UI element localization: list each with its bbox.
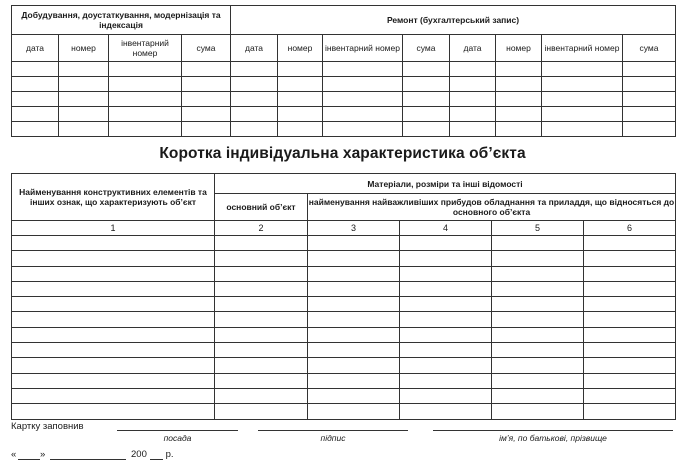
table-cell[interactable] <box>584 327 676 342</box>
table-cell[interactable] <box>231 77 278 92</box>
subheader-row <box>12 35 676 62</box>
table-cell[interactable] <box>492 297 584 312</box>
table-cell[interactable] <box>400 236 492 251</box>
table-cell[interactable] <box>400 266 492 281</box>
column-header: номер <box>496 35 542 62</box>
column-number: 3 <box>308 221 400 236</box>
table-cell[interactable] <box>403 62 450 77</box>
table-cell[interactable] <box>12 107 59 122</box>
date-year-prefix: 200 <box>131 449 147 460</box>
table-row <box>12 297 676 312</box>
top-table-body <box>12 62 676 137</box>
column-header: номер <box>278 35 323 62</box>
table-cell[interactable] <box>323 62 403 77</box>
name-line[interactable] <box>433 430 673 431</box>
table-cell[interactable] <box>492 266 584 281</box>
table-cell[interactable] <box>308 327 400 342</box>
column-header: сума <box>403 35 450 62</box>
table-cell[interactable] <box>542 107 623 122</box>
table-row <box>12 404 676 419</box>
table-cell[interactable] <box>182 122 231 137</box>
table-cell[interactable] <box>231 122 278 137</box>
signature-caption: підпис <box>320 433 346 443</box>
table-cell[interactable] <box>542 92 623 107</box>
table-cell[interactable] <box>231 92 278 107</box>
table-cell[interactable] <box>496 107 542 122</box>
date-day-line[interactable] <box>18 459 40 460</box>
table-row <box>12 312 676 327</box>
group-header-improvement: Добудування, доустаткування, модернізація та індексація <box>12 6 231 35</box>
table-row <box>12 281 676 296</box>
table-cell[interactable] <box>109 77 182 92</box>
table-cell[interactable] <box>278 92 323 107</box>
header-elements: Найменування конструктивних елементів та інших ознак, що характеризують об’єкт <box>12 174 215 221</box>
table-cell[interactable] <box>215 297 308 312</box>
table-cell[interactable] <box>12 62 59 77</box>
table-cell[interactable] <box>59 107 109 122</box>
column-header: номер <box>59 35 109 62</box>
table-row <box>12 107 676 122</box>
table-cell[interactable] <box>215 343 308 358</box>
column-numbers-row <box>12 221 676 236</box>
column-header: дата <box>12 35 59 62</box>
table-cell[interactable] <box>584 297 676 312</box>
table-cell[interactable] <box>231 107 278 122</box>
table-cell[interactable] <box>12 327 215 342</box>
table-cell[interactable] <box>12 373 215 388</box>
table-cell[interactable] <box>403 107 450 122</box>
position-line[interactable] <box>117 430 238 431</box>
table-cell[interactable] <box>215 327 308 342</box>
date-suffix: р. <box>163 449 174 460</box>
table-cell[interactable] <box>12 122 59 137</box>
table-cell[interactable] <box>59 62 109 77</box>
table-cell[interactable] <box>12 281 215 296</box>
column-number: 6 <box>584 221 676 236</box>
table-cell[interactable] <box>542 77 623 92</box>
column-header: інвентарний номер <box>542 35 623 62</box>
table-cell[interactable] <box>450 107 496 122</box>
table-cell[interactable] <box>450 77 496 92</box>
table-cell[interactable] <box>59 122 109 137</box>
table-cell[interactable] <box>215 266 308 281</box>
table-cell[interactable] <box>12 92 59 107</box>
table-cell[interactable] <box>492 281 584 296</box>
table-cell[interactable] <box>12 266 215 281</box>
table-row <box>12 236 676 251</box>
table-cell[interactable] <box>109 122 182 137</box>
table-row <box>12 77 676 92</box>
table-cell[interactable] <box>492 312 584 327</box>
table-cell[interactable] <box>182 92 231 107</box>
table-cell[interactable] <box>584 358 676 373</box>
name-caption: ім’я, по батькові, прізвище <box>499 433 607 443</box>
table-cell[interactable] <box>231 62 278 77</box>
table-cell[interactable] <box>492 388 584 403</box>
table-cell[interactable] <box>12 404 215 419</box>
table-cell[interactable] <box>323 122 403 137</box>
table-cell[interactable] <box>403 92 450 107</box>
table-row <box>12 373 676 388</box>
table-cell[interactable] <box>323 92 403 107</box>
table-cell[interactable] <box>12 312 215 327</box>
acquisition-repair-table <box>11 5 676 137</box>
table-cell[interactable] <box>400 388 492 403</box>
column-number: 2 <box>215 221 308 236</box>
table-cell[interactable] <box>308 281 400 296</box>
table-row <box>12 327 676 342</box>
table-cell[interactable] <box>584 312 676 327</box>
date-month-line[interactable] <box>50 459 126 460</box>
table-row <box>12 92 676 107</box>
table-cell[interactable] <box>215 404 308 419</box>
table-cell[interactable] <box>215 312 308 327</box>
table-cell[interactable] <box>492 404 584 419</box>
date-year-line[interactable] <box>150 459 163 460</box>
column-header: інвентарний номер <box>109 35 182 62</box>
table-cell[interactable] <box>308 373 400 388</box>
table-cell[interactable] <box>308 266 400 281</box>
table-cell[interactable] <box>308 388 400 403</box>
table-cell[interactable] <box>400 373 492 388</box>
table-row <box>12 251 676 266</box>
table-cell[interactable] <box>308 236 400 251</box>
table-cell[interactable] <box>12 236 215 251</box>
table-cell[interactable] <box>109 62 182 77</box>
position-caption: посада <box>163 433 192 443</box>
table-cell[interactable] <box>400 251 492 266</box>
column-number: 1 <box>12 221 215 236</box>
table-cell[interactable] <box>496 62 542 77</box>
column-header: інвентарний номер <box>323 35 403 62</box>
table-cell[interactable] <box>450 122 496 137</box>
table-cell[interactable] <box>584 236 676 251</box>
table-cell[interactable] <box>584 251 676 266</box>
table-cell[interactable] <box>12 358 215 373</box>
table-cell[interactable] <box>623 77 676 92</box>
filled-by-label: Картку заповнив <box>11 421 84 432</box>
table-cell[interactable] <box>308 404 400 419</box>
table-cell[interactable] <box>182 62 231 77</box>
table-row <box>12 62 676 77</box>
table-cell[interactable] <box>308 312 400 327</box>
table-cell[interactable] <box>215 373 308 388</box>
table-cell[interactable] <box>12 343 215 358</box>
table-cell[interactable] <box>400 404 492 419</box>
table-cell[interactable] <box>584 281 676 296</box>
table-cell[interactable] <box>496 122 542 137</box>
column-number: 5 <box>492 221 584 236</box>
table-cell[interactable] <box>450 62 496 77</box>
table-cell[interactable] <box>308 343 400 358</box>
header-devices: найменування найважливіших прибудов обладнання та приладдя, що відносяться до основного об’єкта <box>308 194 676 221</box>
table-cell[interactable] <box>215 251 308 266</box>
table-row <box>12 388 676 403</box>
table-cell[interactable] <box>403 122 450 137</box>
table-cell[interactable] <box>400 297 492 312</box>
table-cell[interactable] <box>400 312 492 327</box>
table-cell[interactable] <box>496 77 542 92</box>
characteristics-table <box>11 173 676 420</box>
table-cell[interactable] <box>278 107 323 122</box>
characteristics-table-body <box>12 236 676 420</box>
table-cell[interactable] <box>323 77 403 92</box>
table-cell[interactable] <box>278 122 323 137</box>
table-cell[interactable] <box>492 251 584 266</box>
column-number: 4 <box>400 221 492 236</box>
table-row <box>12 343 676 358</box>
table-cell[interactable] <box>492 373 584 388</box>
table-cell[interactable] <box>584 266 676 281</box>
table-cell[interactable] <box>400 327 492 342</box>
table-cell[interactable] <box>109 92 182 107</box>
table-row <box>12 266 676 281</box>
column-header: сума <box>182 35 231 62</box>
table-cell[interactable] <box>12 297 215 312</box>
table-cell[interactable] <box>492 343 584 358</box>
table-cell[interactable] <box>542 62 623 77</box>
table-cell[interactable] <box>215 358 308 373</box>
group-header-repair: Ремонт (бухгалтерський запис) <box>231 6 676 35</box>
table-cell[interactable] <box>623 107 676 122</box>
table-cell[interactable] <box>584 373 676 388</box>
table-cell[interactable] <box>400 358 492 373</box>
table-cell[interactable] <box>450 92 496 107</box>
date-close-quote: » <box>40 449 46 460</box>
table-cell[interactable] <box>215 388 308 403</box>
column-header: сума <box>623 35 676 62</box>
table-cell[interactable] <box>12 251 215 266</box>
table-cell[interactable] <box>59 77 109 92</box>
date-open-quote: « <box>11 449 17 460</box>
table-cell[interactable] <box>182 77 231 92</box>
table-cell[interactable] <box>400 281 492 296</box>
table-cell[interactable] <box>12 77 59 92</box>
column-header: дата <box>231 35 278 62</box>
page-title: Коротка індивідуальна характеристика об’єкта <box>159 145 526 162</box>
table-cell[interactable] <box>323 107 403 122</box>
table-cell[interactable] <box>584 343 676 358</box>
table-row <box>12 358 676 373</box>
table-cell[interactable] <box>542 122 623 137</box>
table-cell[interactable] <box>109 107 182 122</box>
table-cell[interactable] <box>308 251 400 266</box>
table-cell[interactable] <box>308 358 400 373</box>
header-main-object: основний об’єкт <box>215 194 308 221</box>
table-cell[interactable] <box>308 297 400 312</box>
column-header: дата <box>450 35 496 62</box>
table-cell[interactable] <box>278 62 323 77</box>
table-cell[interactable] <box>492 358 584 373</box>
table-cell[interactable] <box>215 236 308 251</box>
signature-line[interactable] <box>258 430 408 431</box>
table-cell[interactable] <box>496 92 542 107</box>
table-cell[interactable] <box>623 62 676 77</box>
table-cell[interactable] <box>215 281 308 296</box>
table-cell[interactable] <box>182 107 231 122</box>
table-cell[interactable] <box>584 404 676 419</box>
table-cell[interactable] <box>278 77 323 92</box>
table-cell[interactable] <box>623 122 676 137</box>
table-cell[interactable] <box>492 236 584 251</box>
table-cell[interactable] <box>403 77 450 92</box>
table-cell[interactable] <box>400 343 492 358</box>
header-materials: Матеріали, розміри та інші відомості <box>215 174 676 194</box>
table-cell[interactable] <box>59 92 109 107</box>
table-cell[interactable] <box>12 388 215 403</box>
table-cell[interactable] <box>492 327 584 342</box>
table-cell[interactable] <box>584 388 676 403</box>
table-row <box>12 122 676 137</box>
table-cell[interactable] <box>623 92 676 107</box>
